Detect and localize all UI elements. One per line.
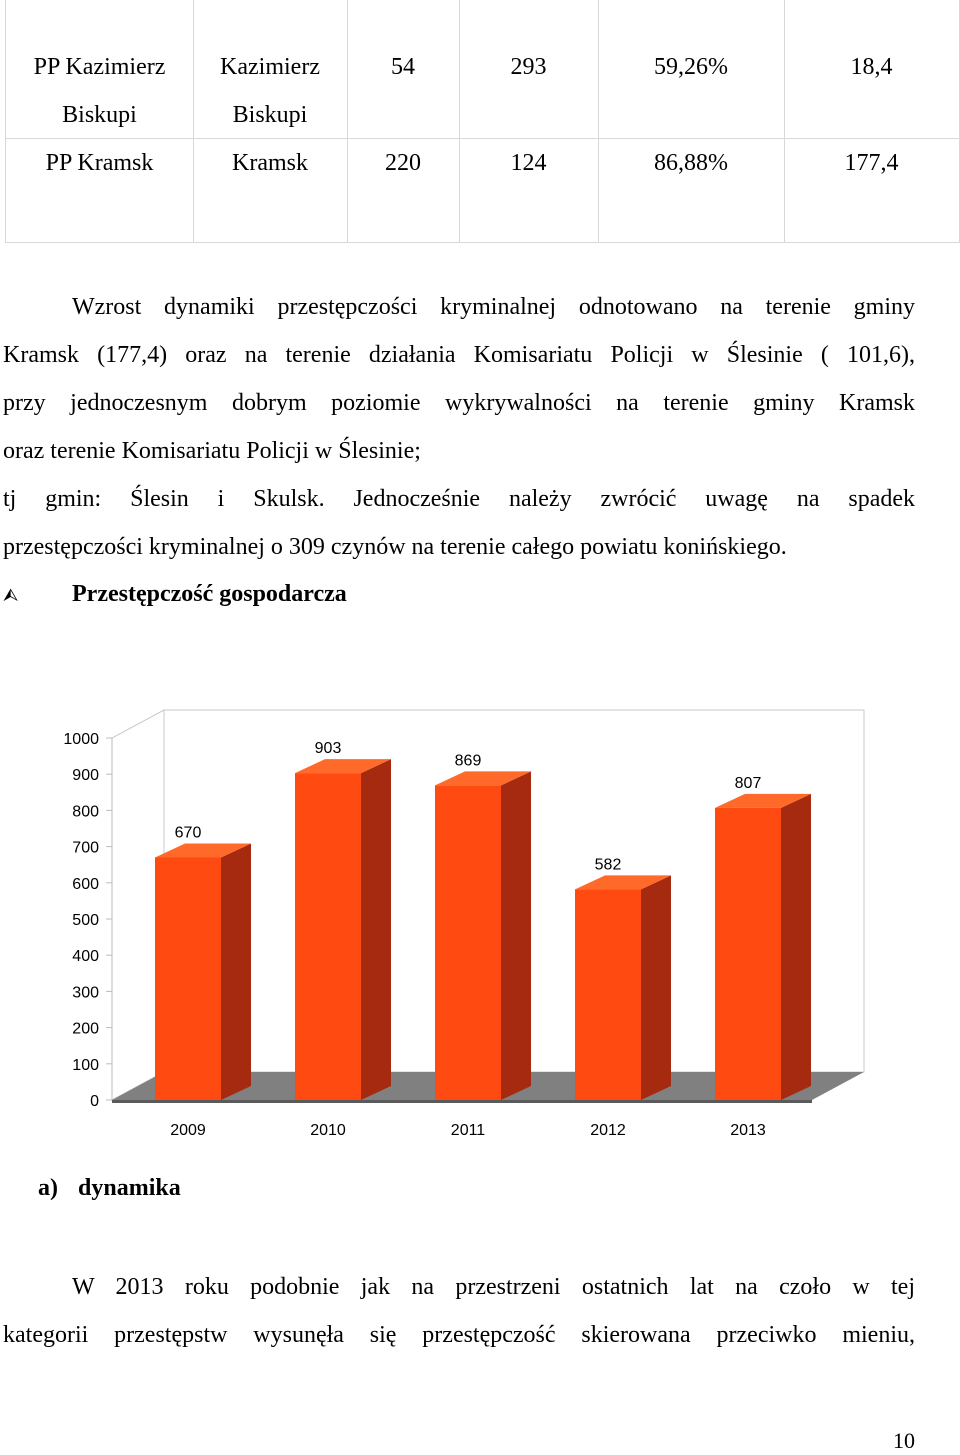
bar-side — [221, 843, 251, 1100]
subsection-label: a) — [38, 1175, 58, 1201]
y-tick-label: 800 — [72, 803, 99, 821]
paragraph-line: Wzrost dynamiki przestępczości kryminalnej odnotowano na terenie gminy — [72, 294, 915, 320]
table-cell-count: 220 — [385, 150, 421, 176]
bar — [155, 857, 221, 1100]
y-tick-label: 200 — [72, 1020, 99, 1038]
table-cell-gmina: Kazimierz Biskupi — [220, 54, 320, 128]
paragraph-line: W 2013 roku podobnie jak na przestrzeni ostatnich lat na czoło w tej — [72, 1274, 915, 1300]
paragraph-line: tj gmin: Ślesin i Skulsk. Jednocześnie należy zwrócić uwagę na spadek — [3, 486, 915, 512]
section-title: Przestępczość gospodarcza — [72, 581, 347, 607]
table-cell-percent: 59,26% — [654, 54, 728, 80]
bar — [295, 773, 361, 1100]
table-cell-gmina: Kramsk — [232, 150, 308, 176]
table-cell-count: 124 — [510, 150, 547, 176]
paragraph-line: Kramsk (177,4) oraz na terenie działania Komisariatu Policji w Ślesinie ( 101,6), — [3, 342, 915, 368]
paragraph-line: kategorii przestępstw wysunęła się przestępczość skierowana przeciwko mieniu, — [3, 1322, 915, 1348]
bar — [435, 785, 501, 1100]
page-number: 10 — [893, 1428, 915, 1453]
table-cell-count: 54 — [391, 54, 415, 80]
data-label: 670 — [174, 824, 202, 842]
x-tick-label: 2011 — [450, 1122, 486, 1139]
section-heading — [3, 578, 347, 611]
x-tick-label: 2009 — [170, 1122, 206, 1139]
bar-side — [501, 771, 531, 1100]
bar-side — [361, 759, 391, 1100]
bar-side — [781, 794, 811, 1100]
y-tick-label: 700 — [72, 839, 99, 857]
data-label: 869 — [454, 752, 482, 770]
paragraph-line: przy jednoczesnym dobrym poziomie wykrywalności na terenie gminy Kramsk — [3, 390, 915, 416]
y-tick-label: 1000 — [63, 731, 99, 748]
y-tick-label: 300 — [72, 984, 99, 1002]
bar — [715, 808, 781, 1100]
x-tick-label: 2012 — [590, 1122, 626, 1139]
data-table — [5, 0, 960, 243]
bullet-icon: ⮙ — [3, 585, 19, 605]
subsection-heading — [38, 1175, 181, 1202]
paragraph-line: przestępczości kryminalnej o 309 czynów na terenie całego powiatu konińskiego. — [3, 534, 787, 560]
y-tick-label: 400 — [72, 948, 99, 966]
data-label: 903 — [314, 740, 342, 758]
y-tick-label: 500 — [72, 912, 99, 929]
x-tick-label: 2010 — [310, 1122, 346, 1139]
y-tick-label: 900 — [72, 767, 99, 785]
table-cell-dynamics: 177,4 — [844, 150, 899, 176]
y-tick-label: 600 — [72, 875, 99, 893]
y-tick-label: 100 — [72, 1056, 99, 1074]
y-tick-label: 0 — [90, 1093, 99, 1110]
paragraph-line: oraz terenie Komisariatu Policji w Ślesinie; — [3, 438, 421, 464]
table-cell-count: 293 — [510, 54, 547, 80]
bar-chart — [0, 700, 960, 1160]
chart-floor-edge — [112, 1100, 812, 1103]
data-label: 582 — [594, 856, 622, 874]
data-label: 807 — [734, 774, 762, 792]
bar — [575, 889, 641, 1100]
table-cell-unit: PP Kramsk — [45, 150, 154, 176]
bar-side — [641, 875, 671, 1100]
x-tick-label: 2013 — [730, 1122, 766, 1139]
subsection-title: dynamika — [78, 1175, 181, 1201]
table-cell-dynamics: 18,4 — [850, 54, 893, 80]
table-cell-percent: 86,88% — [654, 150, 728, 176]
table-cell-unit: PP Kazimierz Biskupi — [33, 54, 166, 128]
